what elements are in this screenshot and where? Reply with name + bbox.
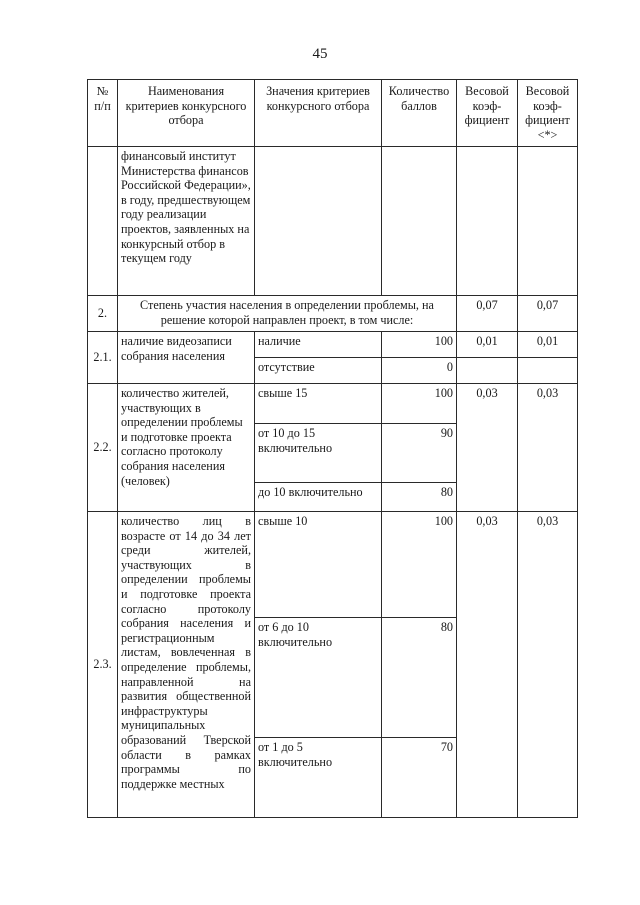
option-points: 70 bbox=[382, 738, 457, 818]
header-weight-2: Весовой коэф- фициент <*> bbox=[518, 80, 578, 147]
option-points: 0 bbox=[382, 358, 457, 384]
table-row bbox=[88, 384, 578, 424]
option-label: от 1 до 5 включительно bbox=[255, 738, 382, 818]
weight-1: 0,01 bbox=[457, 332, 518, 358]
criterion-name: количество жителей, участвующих в определении проблемы и подготовке проекта согласно протоколу собрания населения (человек) bbox=[118, 384, 255, 512]
weight-1: 0,07 bbox=[457, 296, 518, 332]
table-row bbox=[88, 296, 578, 332]
option-label: свыше 15 bbox=[255, 384, 382, 424]
option-points: 100 bbox=[382, 384, 457, 424]
option-points: 80 bbox=[382, 483, 457, 512]
option-points: 100 bbox=[382, 512, 457, 618]
page-number: 45 bbox=[312, 46, 328, 62]
table-row bbox=[88, 512, 578, 618]
row-number: 2.1. bbox=[88, 332, 118, 384]
option-label: свыше 10 bbox=[255, 512, 382, 618]
weight-2: 0,03 bbox=[518, 384, 578, 512]
criterion-name: количество лиц в возрасте от 14 до 34 лет среди жителей, участвующих в определении проблемы и подготовке проекта согласно протоколу собрания населения и регистрационным листам, вовлеченная в определение проблемы, направленной на развития общественной инфраструктуры муниципальных образований Тверской области в рамках программы по поддержке местных bbox=[118, 512, 255, 818]
option-points: 80 bbox=[382, 618, 457, 738]
option-label: от 10 до 15 включительно bbox=[255, 424, 382, 483]
weight-2: 0,01 bbox=[518, 332, 578, 358]
option-points: 100 bbox=[382, 332, 457, 358]
row-number: 2.3. bbox=[88, 512, 118, 818]
header-values: Значения критериев конкурсного отбора bbox=[255, 80, 382, 147]
criterion-name: финансовый институт Министерства финансов Российской Федерации», в году, предшествующем году реализации проектов, заявленных на конкурсный отбор в текущем году bbox=[118, 147, 255, 296]
row-number: 2. bbox=[88, 296, 118, 332]
weight-1: 0,03 bbox=[457, 512, 518, 818]
row-number: 2.2. bbox=[88, 384, 118, 512]
header-num: № п/п bbox=[88, 80, 118, 147]
criterion-name: наличие видеозаписи собрания населения bbox=[118, 332, 255, 384]
weight-1: 0,03 bbox=[457, 384, 518, 512]
option-label: до 10 включительно bbox=[255, 483, 382, 512]
section-title: Степень участия населения в определении проблемы, на решение которой направлен проект, в том числе: bbox=[118, 296, 457, 332]
weight-2: 0,07 bbox=[518, 296, 578, 332]
option-label: отсутствие bbox=[255, 358, 382, 384]
criteria-table bbox=[87, 79, 578, 818]
header-name: Наименования критериев конкурсного отбора bbox=[118, 80, 255, 147]
option-label: от 6 до 10 включительно bbox=[255, 618, 382, 738]
header-points: Количество баллов bbox=[382, 80, 457, 147]
table-row bbox=[88, 147, 578, 296]
table-row bbox=[88, 332, 578, 358]
table-header-row bbox=[88, 80, 578, 147]
option-label: наличие bbox=[255, 332, 382, 358]
weight-2: 0,03 bbox=[518, 512, 578, 818]
header-weight-1: Весовой коэф- фициент bbox=[457, 80, 518, 147]
option-points: 90 bbox=[382, 424, 457, 483]
